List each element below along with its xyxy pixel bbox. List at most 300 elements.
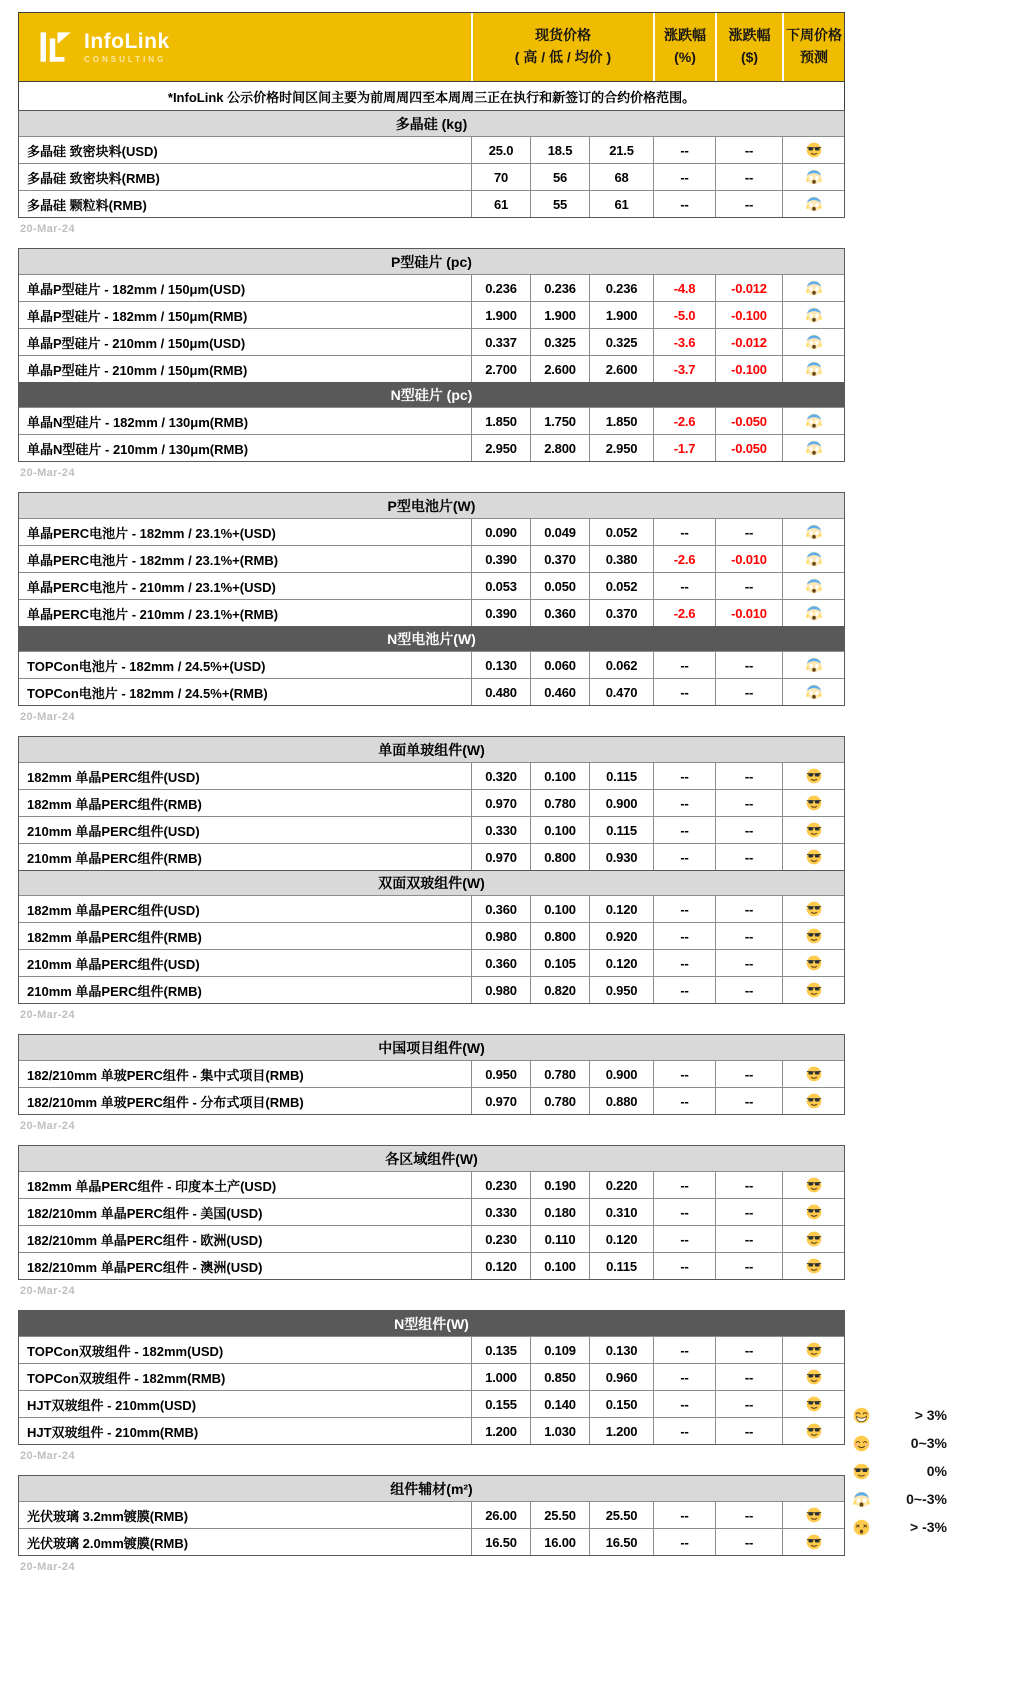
smile-emoji-icon bbox=[853, 1435, 870, 1452]
date-stamp: 20-Mar-24 bbox=[20, 1285, 75, 1297]
cool-emoji-icon bbox=[806, 1423, 822, 1439]
table-row bbox=[19, 407, 844, 434]
scream-emoji-icon bbox=[806, 334, 822, 350]
section-header: N型组件(W) bbox=[19, 1311, 844, 1336]
forecast-label-line1: 下周价格 bbox=[786, 27, 842, 44]
legend-entry bbox=[853, 1457, 947, 1485]
change-pct: -- bbox=[653, 1088, 715, 1114]
price-low: 0.105 bbox=[530, 950, 589, 976]
price-low: 55 bbox=[530, 191, 589, 217]
price-low: 0.360 bbox=[530, 600, 589, 626]
price-low: 18.5 bbox=[530, 137, 589, 163]
product-name: 182/210mm 单玻PERC组件 - 集中式项目(RMB) bbox=[27, 1067, 304, 1083]
legend-entry bbox=[853, 1513, 947, 1541]
cool-emoji-icon bbox=[806, 955, 822, 971]
legend-label: 0~3% bbox=[910, 1435, 947, 1451]
header-bar bbox=[18, 12, 845, 82]
change-usd: -- bbox=[715, 1391, 782, 1417]
date-stamp: 20-Mar-24 bbox=[20, 1009, 75, 1021]
forecast-cell bbox=[782, 1502, 844, 1528]
forecast-cell bbox=[782, 1172, 844, 1198]
table-row bbox=[19, 1390, 844, 1417]
price-high: 0.360 bbox=[471, 950, 530, 976]
change-usd: -- bbox=[715, 763, 782, 789]
product-name: 多晶硅 致密块料(USD) bbox=[27, 143, 158, 159]
table-row bbox=[19, 163, 844, 190]
section-block bbox=[18, 1475, 845, 1556]
product-name: 光伏玻璃 2.0mm镀膜(RMB) bbox=[27, 1535, 189, 1551]
price-avg: 0.470 bbox=[589, 679, 653, 705]
price-avg: 0.900 bbox=[589, 1061, 653, 1087]
table-row bbox=[19, 843, 844, 870]
product-name: 单晶PERC电池片 - 182mm / 23.1%+(USD) bbox=[27, 525, 276, 541]
table-row bbox=[19, 678, 844, 705]
section-block bbox=[18, 1145, 845, 1280]
price-high: 0.053 bbox=[471, 573, 530, 599]
price-avg: 21.5 bbox=[589, 137, 653, 163]
legend-label: > -3% bbox=[910, 1519, 947, 1535]
price-high: 0.230 bbox=[471, 1226, 530, 1252]
price-high: 1.900 bbox=[471, 302, 530, 328]
scream-emoji-icon bbox=[806, 196, 822, 212]
price-high: 1.200 bbox=[471, 1418, 530, 1444]
date-stamp: 20-Mar-24 bbox=[20, 1561, 75, 1573]
price-low: 0.190 bbox=[530, 1172, 589, 1198]
price-high: 0.390 bbox=[471, 600, 530, 626]
price-avg: 0.880 bbox=[589, 1088, 653, 1114]
change-pct: -- bbox=[653, 1337, 715, 1363]
change-pct: -1.7 bbox=[653, 435, 715, 461]
price-avg: 0.115 bbox=[589, 763, 653, 789]
price-high: 0.090 bbox=[471, 519, 530, 545]
change-pct: -- bbox=[653, 1529, 715, 1555]
date-stamp: 20-Mar-24 bbox=[20, 711, 75, 723]
product-name: 多晶硅 致密块料(RMB) bbox=[27, 170, 160, 186]
forecast-cell bbox=[782, 896, 844, 922]
section-header: 双面双玻组件(W) bbox=[19, 870, 844, 895]
table-row bbox=[19, 545, 844, 572]
price-avg: 0.120 bbox=[589, 896, 653, 922]
price-high: 0.330 bbox=[471, 1199, 530, 1225]
change-usd: -- bbox=[715, 1172, 782, 1198]
price-avg: 0.115 bbox=[589, 817, 653, 843]
table-row bbox=[19, 1417, 844, 1444]
scream-emoji-icon bbox=[806, 169, 822, 185]
table-row bbox=[19, 651, 844, 678]
product-name: 210mm 单晶PERC组件(USD) bbox=[27, 823, 200, 839]
table-row bbox=[19, 1087, 844, 1114]
change-usd: -- bbox=[715, 164, 782, 190]
price-high: 0.390 bbox=[471, 546, 530, 572]
price-low: 0.460 bbox=[530, 679, 589, 705]
forecast-cell bbox=[782, 923, 844, 949]
price-low: 0.100 bbox=[530, 817, 589, 843]
table-row bbox=[19, 762, 844, 789]
table-row bbox=[19, 274, 844, 301]
price-high: 0.970 bbox=[471, 1088, 530, 1114]
change-usd: -- bbox=[715, 191, 782, 217]
price-high: 0.980 bbox=[471, 923, 530, 949]
product-name: 单晶PERC电池片 - 182mm / 23.1%+(RMB) bbox=[27, 552, 279, 568]
table-row bbox=[19, 895, 844, 922]
price-low: 0.100 bbox=[530, 763, 589, 789]
cool-emoji-icon bbox=[806, 1066, 822, 1082]
forecast-cell bbox=[782, 600, 844, 626]
change-usd: -0.012 bbox=[715, 275, 782, 301]
section-header: N型硅片 (pc) bbox=[19, 382, 844, 407]
cool-emoji-icon bbox=[806, 1204, 822, 1220]
change-usd: -0.100 bbox=[715, 302, 782, 328]
forecast-legend bbox=[853, 1401, 947, 1541]
price-low: 0.110 bbox=[530, 1226, 589, 1252]
section-block bbox=[18, 492, 845, 706]
price-high: 0.130 bbox=[471, 652, 530, 678]
price-high: 0.120 bbox=[471, 1253, 530, 1279]
price-avg: 2.600 bbox=[589, 356, 653, 382]
change-pct: -2.6 bbox=[653, 600, 715, 626]
change-usd: -- bbox=[715, 1061, 782, 1087]
forecast-cell bbox=[782, 1199, 844, 1225]
forecast-cell bbox=[782, 1418, 844, 1444]
col-header-spot-price bbox=[471, 13, 653, 81]
scream-emoji-icon bbox=[806, 307, 822, 323]
scream-emoji-icon bbox=[806, 551, 822, 567]
product-name: HJT双玻组件 - 210mm(USD) bbox=[27, 1397, 197, 1413]
change-usd: -- bbox=[715, 923, 782, 949]
change-usd: -0.050 bbox=[715, 435, 782, 461]
product-name: 多晶硅 颗粒料(RMB) bbox=[27, 197, 147, 213]
change-usd: -- bbox=[715, 950, 782, 976]
price-high: 0.970 bbox=[471, 790, 530, 816]
price-report-table bbox=[18, 12, 845, 1586]
cool-emoji-icon bbox=[806, 1507, 822, 1523]
change-pct: -- bbox=[653, 164, 715, 190]
cool-emoji-icon bbox=[806, 768, 822, 784]
price-low: 25.50 bbox=[530, 1502, 589, 1528]
price-avg: 25.50 bbox=[589, 1502, 653, 1528]
change-usd: -- bbox=[715, 1088, 782, 1114]
table-row bbox=[19, 922, 844, 949]
forecast-cell bbox=[782, 1253, 844, 1279]
forecast-cell bbox=[782, 329, 844, 355]
section-header: 单面单玻组件(W) bbox=[19, 737, 844, 762]
change-usd: -- bbox=[715, 896, 782, 922]
price-low: 56 bbox=[530, 164, 589, 190]
forecast-cell bbox=[782, 1337, 844, 1363]
forecast-cell bbox=[782, 435, 844, 461]
forecast-cell bbox=[782, 977, 844, 1003]
change-pct: -- bbox=[653, 817, 715, 843]
price-avg: 0.310 bbox=[589, 1199, 653, 1225]
price-low: 0.820 bbox=[530, 977, 589, 1003]
product-name: 210mm 单晶PERC组件(USD) bbox=[27, 956, 200, 972]
forecast-cell bbox=[782, 1088, 844, 1114]
change-pct: -- bbox=[653, 1364, 715, 1390]
change-usd: -- bbox=[715, 573, 782, 599]
price-low: 0.180 bbox=[530, 1199, 589, 1225]
change-pct-label: 涨跌幅 bbox=[664, 27, 706, 44]
forecast-cell bbox=[782, 519, 844, 545]
forecast-label-line2: 预测 bbox=[800, 49, 828, 65]
price-avg: 68 bbox=[589, 164, 653, 190]
brand-name: InfoLink bbox=[84, 29, 170, 53]
change-usd: -- bbox=[715, 1502, 782, 1528]
price-low: 0.109 bbox=[530, 1337, 589, 1363]
change-pct: -5.0 bbox=[653, 302, 715, 328]
product-name: 210mm 单晶PERC组件(RMB) bbox=[27, 983, 202, 999]
price-high: 70 bbox=[471, 164, 530, 190]
legend-label: 0% bbox=[926, 1463, 947, 1479]
price-avg: 0.115 bbox=[589, 1253, 653, 1279]
table-row bbox=[19, 301, 844, 328]
price-avg: 0.130 bbox=[589, 1337, 653, 1363]
price-high: 0.155 bbox=[471, 1391, 530, 1417]
product-name: TOPCon双玻组件 - 182mm(RMB) bbox=[27, 1370, 226, 1386]
scream-emoji-icon bbox=[806, 440, 822, 456]
price-avg: 0.900 bbox=[589, 790, 653, 816]
cool-emoji-icon bbox=[806, 795, 822, 811]
price-avg: 0.120 bbox=[589, 950, 653, 976]
price-avg: 1.200 bbox=[589, 1418, 653, 1444]
price-low: 0.060 bbox=[530, 652, 589, 678]
product-name: 单晶PERC电池片 - 210mm / 23.1%+(RMB) bbox=[27, 606, 279, 622]
product-name: 182/210mm 单晶PERC组件 - 美国(USD) bbox=[27, 1205, 263, 1221]
cool-emoji-icon bbox=[806, 1396, 822, 1412]
price-avg: 0.150 bbox=[589, 1391, 653, 1417]
col-header-change-pct bbox=[653, 13, 715, 81]
change-usd-unit: ($) bbox=[740, 49, 759, 65]
price-low: 0.800 bbox=[530, 844, 589, 870]
product-name: 单晶P型硅片 - 182mm / 150μm(USD) bbox=[27, 281, 246, 297]
price-high: 25.0 bbox=[471, 137, 530, 163]
change-pct: -- bbox=[653, 1418, 715, 1444]
forecast-cell bbox=[782, 652, 844, 678]
price-high: 0.320 bbox=[471, 763, 530, 789]
cool-emoji-icon bbox=[806, 822, 822, 838]
change-usd: -- bbox=[715, 1253, 782, 1279]
forecast-cell bbox=[782, 1364, 844, 1390]
price-avg: 0.120 bbox=[589, 1226, 653, 1252]
section-header: 中国项目组件(W) bbox=[19, 1035, 844, 1060]
cool-emoji-icon bbox=[806, 1231, 822, 1247]
product-name: 光伏玻璃 3.2mm镀膜(RMB) bbox=[27, 1508, 189, 1524]
change-pct: -- bbox=[653, 896, 715, 922]
change-usd-label: 涨跌幅 bbox=[728, 27, 771, 44]
forecast-cell bbox=[782, 356, 844, 382]
price-avg: 0.930 bbox=[589, 844, 653, 870]
change-usd: -- bbox=[715, 977, 782, 1003]
table-row bbox=[19, 328, 844, 355]
price-avg: 0.052 bbox=[589, 519, 653, 545]
price-low: 1.750 bbox=[530, 408, 589, 434]
change-pct: -- bbox=[653, 844, 715, 870]
date-stamp: 20-Mar-24 bbox=[20, 1450, 75, 1462]
product-name: 182mm 单晶PERC组件(RMB) bbox=[27, 929, 202, 945]
product-name: 单晶P型硅片 - 182mm / 150μm(RMB) bbox=[27, 308, 248, 324]
change-usd: -- bbox=[715, 1418, 782, 1444]
forecast-cell bbox=[782, 546, 844, 572]
price-avg: 0.950 bbox=[589, 977, 653, 1003]
spot-price-sublabel: ( 高 / 低 / 均价 ) bbox=[514, 49, 612, 65]
change-usd: -0.050 bbox=[715, 408, 782, 434]
forecast-cell bbox=[782, 1391, 844, 1417]
price-low: 0.140 bbox=[530, 1391, 589, 1417]
price-high: 0.980 bbox=[471, 977, 530, 1003]
forecast-cell bbox=[782, 1061, 844, 1087]
table-row bbox=[19, 1225, 844, 1252]
section-block bbox=[18, 1310, 845, 1445]
table-groups bbox=[18, 110, 845, 1586]
table-row bbox=[19, 1501, 844, 1528]
change-pct: -- bbox=[653, 137, 715, 163]
change-pct: -- bbox=[653, 763, 715, 789]
price-avg: 61 bbox=[589, 191, 653, 217]
change-usd: -- bbox=[715, 679, 782, 705]
price-low: 2.600 bbox=[530, 356, 589, 382]
cool-emoji-icon bbox=[806, 142, 822, 158]
grin-emoji-icon bbox=[853, 1407, 870, 1424]
product-name: 182mm 单晶PERC组件(USD) bbox=[27, 769, 200, 785]
date-stamp: 20-Mar-24 bbox=[20, 223, 75, 235]
product-name: 单晶N型硅片 - 210mm / 130μm(RMB) bbox=[27, 441, 249, 457]
price-avg: 1.850 bbox=[589, 408, 653, 434]
dizzy-emoji-icon bbox=[853, 1519, 870, 1536]
table-row bbox=[19, 136, 844, 163]
spot-price-label: 现货价格 bbox=[535, 27, 591, 44]
legend-entry bbox=[853, 1485, 947, 1513]
note-row bbox=[18, 82, 845, 110]
section-header: P型硅片 (pc) bbox=[19, 249, 844, 274]
forecast-cell bbox=[782, 844, 844, 870]
section-header: N型电池片(W) bbox=[19, 626, 844, 651]
change-usd: -- bbox=[715, 1226, 782, 1252]
section-header: 各区域组件(W) bbox=[19, 1146, 844, 1171]
change-pct: -- bbox=[653, 191, 715, 217]
table-row bbox=[19, 1198, 844, 1225]
price-avg: 0.052 bbox=[589, 573, 653, 599]
forecast-cell bbox=[782, 408, 844, 434]
forecast-cell bbox=[782, 164, 844, 190]
forecast-cell bbox=[782, 790, 844, 816]
change-pct: -4.8 bbox=[653, 275, 715, 301]
price-high: 0.950 bbox=[471, 1061, 530, 1087]
date-stamp: 20-Mar-24 bbox=[20, 1120, 75, 1132]
price-low: 0.050 bbox=[530, 573, 589, 599]
cool-emoji-icon bbox=[806, 849, 822, 865]
legend-label: 0~-3% bbox=[906, 1491, 947, 1507]
brand-subtitle: CONSULTING bbox=[84, 54, 167, 64]
section-block bbox=[18, 248, 845, 462]
forecast-cell bbox=[782, 763, 844, 789]
change-pct: -- bbox=[653, 950, 715, 976]
change-pct: -3.6 bbox=[653, 329, 715, 355]
section-header: 多晶硅 (kg) bbox=[19, 111, 844, 136]
change-pct: -- bbox=[653, 679, 715, 705]
change-pct: -- bbox=[653, 519, 715, 545]
table-row bbox=[19, 1252, 844, 1279]
price-high: 0.360 bbox=[471, 896, 530, 922]
scream-emoji-icon bbox=[853, 1491, 870, 1508]
product-name: 182mm 单晶PERC组件(USD) bbox=[27, 902, 200, 918]
change-pct: -- bbox=[653, 790, 715, 816]
change-pct: -- bbox=[653, 1226, 715, 1252]
cool-emoji-icon bbox=[806, 1534, 822, 1550]
change-usd: -0.010 bbox=[715, 600, 782, 626]
change-usd: -0.010 bbox=[715, 546, 782, 572]
product-name: 182/210mm 单玻PERC组件 - 分布式项目(RMB) bbox=[27, 1094, 304, 1110]
change-pct: -- bbox=[653, 977, 715, 1003]
price-high: 0.480 bbox=[471, 679, 530, 705]
cool-emoji-icon bbox=[806, 928, 822, 944]
price-avg: 0.220 bbox=[589, 1172, 653, 1198]
forecast-cell bbox=[782, 137, 844, 163]
product-name: 182mm 单晶PERC组件(RMB) bbox=[27, 796, 202, 812]
price-avg: 0.325 bbox=[589, 329, 653, 355]
product-name: 210mm 单晶PERC组件(RMB) bbox=[27, 850, 202, 866]
col-header-change-usd bbox=[715, 13, 782, 81]
forecast-cell bbox=[782, 302, 844, 328]
infolink-logo bbox=[19, 13, 471, 81]
note-text: *InfoLink 公示价格时间区间主要为前周周四至本周周三正在执行和新签订的合约价格范围。 bbox=[167, 89, 696, 105]
change-usd: -- bbox=[715, 1364, 782, 1390]
legend-entry bbox=[853, 1401, 947, 1429]
legend-entry bbox=[853, 1429, 947, 1457]
section-block bbox=[18, 110, 845, 218]
forecast-cell bbox=[782, 275, 844, 301]
forecast-cell bbox=[782, 191, 844, 217]
change-pct: -- bbox=[653, 1061, 715, 1087]
price-high: 61 bbox=[471, 191, 530, 217]
price-low: 2.800 bbox=[530, 435, 589, 461]
scream-emoji-icon bbox=[806, 578, 822, 594]
cool-emoji-icon bbox=[806, 901, 822, 917]
cool-emoji-icon bbox=[806, 1258, 822, 1274]
price-high: 0.330 bbox=[471, 817, 530, 843]
product-name: HJT双玻组件 - 210mm(RMB) bbox=[27, 1424, 199, 1440]
table-row bbox=[19, 434, 844, 461]
price-low: 0.325 bbox=[530, 329, 589, 355]
table-row bbox=[19, 1336, 844, 1363]
price-high: 16.50 bbox=[471, 1529, 530, 1555]
change-pct: -2.6 bbox=[653, 408, 715, 434]
price-high: 1.850 bbox=[471, 408, 530, 434]
scream-emoji-icon bbox=[806, 280, 822, 296]
cool-emoji-icon bbox=[806, 982, 822, 998]
product-name: 单晶P型硅片 - 210mm / 150μm(USD) bbox=[27, 335, 246, 351]
scream-emoji-icon bbox=[806, 657, 822, 673]
price-avg: 0.960 bbox=[589, 1364, 653, 1390]
table-row bbox=[19, 1363, 844, 1390]
price-low: 1.900 bbox=[530, 302, 589, 328]
change-pct: -- bbox=[653, 923, 715, 949]
cool-emoji-icon bbox=[806, 1177, 822, 1193]
table-row bbox=[19, 949, 844, 976]
change-pct-unit: (%) bbox=[674, 49, 696, 65]
change-pct: -- bbox=[653, 1253, 715, 1279]
price-low: 16.00 bbox=[530, 1529, 589, 1555]
product-name: 单晶P型硅片 - 210mm / 150μm(RMB) bbox=[27, 362, 248, 378]
forecast-cell bbox=[782, 950, 844, 976]
table-row bbox=[19, 190, 844, 217]
change-usd: -- bbox=[715, 844, 782, 870]
price-high: 0.230 bbox=[471, 1172, 530, 1198]
section-header: P型电池片(W) bbox=[19, 493, 844, 518]
price-avg: 16.50 bbox=[589, 1529, 653, 1555]
change-pct: -- bbox=[653, 652, 715, 678]
change-usd: -- bbox=[715, 652, 782, 678]
price-high: 2.700 bbox=[471, 356, 530, 382]
col-header-forecast bbox=[782, 13, 844, 81]
